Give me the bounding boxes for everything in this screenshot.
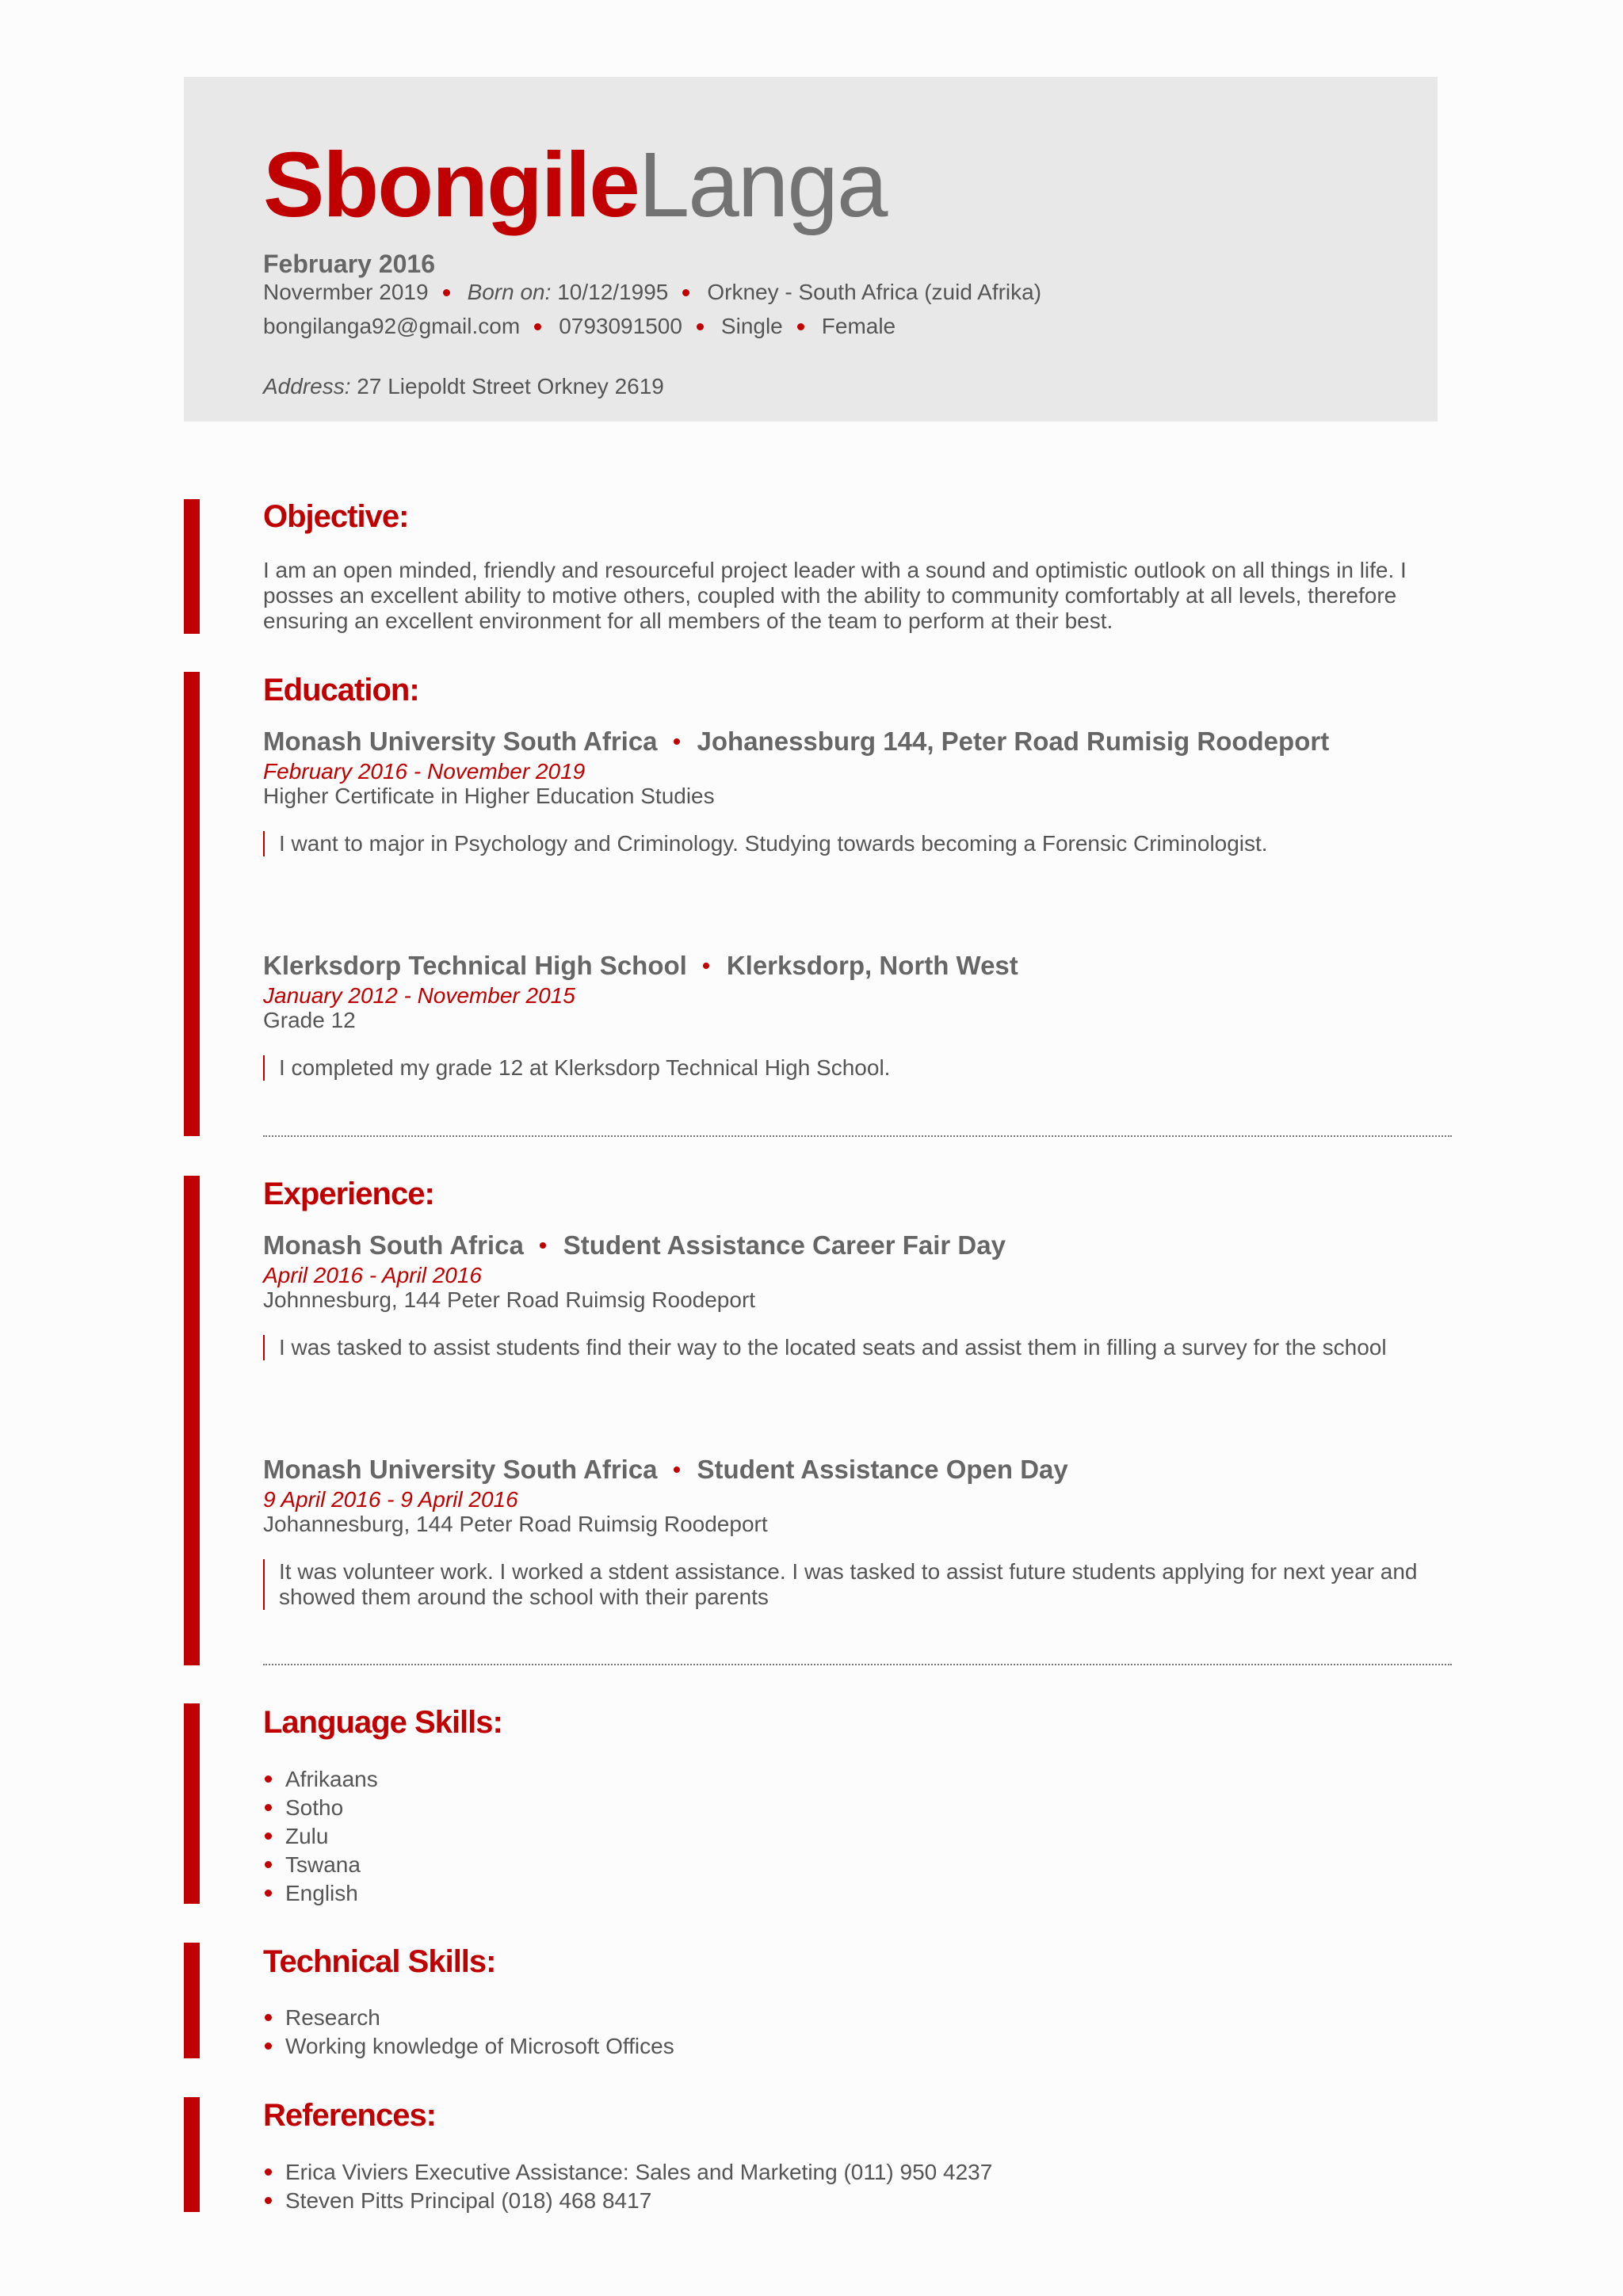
phone: 0793091500: [559, 314, 682, 338]
institution: Monash University South Africa: [263, 727, 658, 756]
bullet-dot: [540, 1242, 546, 1249]
marital-status: Single: [720, 314, 783, 338]
section-bar-technical: [184, 1943, 200, 2058]
reference-item: Erica Viviers Executive Assistance: Sales and Marketing (011) 950 4237: [285, 2160, 993, 2184]
section-bar-education: [184, 672, 200, 1136]
email[interactable]: bongilanga92@gmail.com: [263, 314, 521, 338]
bullet-dot: [265, 2014, 272, 2021]
experience-location: Johnnesburg, 144 Peter Road Ruimsig Roodeport: [263, 1287, 756, 1312]
language-item: Zulu: [285, 1824, 329, 1848]
list-item: [263, 1822, 378, 1851]
section-title-education: Education:: [263, 673, 419, 707]
bullet-dot: [265, 1775, 272, 1783]
language-list: [263, 1765, 378, 1908]
bullet-dot: [265, 1890, 272, 1897]
education-note: I completed my grade 12 at Klerksdorp Technical High School.: [263, 1055, 1428, 1081]
institution-location: Johanessburg 144, Peter Road Rumisig Roodeport: [697, 727, 1330, 756]
language-item: Afrikaans: [285, 1767, 378, 1791]
experience-note: I was tasked to assist students find their way to the located seats and assist them in filling a survey for the school: [263, 1335, 1428, 1360]
language-item: English: [285, 1881, 358, 1905]
list-item: [263, 2158, 992, 2187]
address-value: 27 Liepoldt Street Orkney 2619: [357, 374, 664, 399]
language-item: Tswana: [285, 1852, 361, 1877]
bullet-dot: [797, 323, 804, 330]
skill-item: Working knowledge of Microsoft Offices: [285, 2034, 674, 2058]
section-title-objective: Objective:: [263, 499, 409, 534]
last-name: Langa: [638, 133, 887, 236]
experience-entry-heading: [263, 1230, 1006, 1261]
list-item: [263, 1851, 378, 1879]
experience-entry-heading: [263, 1455, 1068, 1485]
section-bar-objective: [184, 499, 200, 634]
institution: Klerksdorp Technical High School: [263, 951, 687, 980]
first-name: Sbongile: [263, 133, 639, 236]
language-item: Sotho: [285, 1795, 344, 1820]
objective-text: I am an open minded, friendly and resourceful project leader with a sound and optimistic outlook on all things in life. I posses an excellent ability to motive others, coupled with the ability to community comfortably at all levels, therefore ensuring an excellent environment for all members of the team to perform at their best.: [263, 558, 1407, 633]
references-list: [263, 2158, 992, 2215]
bullet-dot: [682, 289, 689, 296]
education-dates: January 2012 - November 2015: [263, 983, 575, 1008]
bullet-dot: [534, 323, 541, 330]
born-label: Born on:: [467, 280, 552, 304]
address-label: Address:: [263, 374, 351, 399]
header-details-line1: [263, 280, 1041, 305]
list-item: [263, 1765, 378, 1794]
education-entry-heading: [263, 727, 1329, 757]
education-dates: February 2016 - November 2019: [263, 759, 586, 784]
reference-item: Steven Pitts Principal (018) 468 8417: [285, 2188, 652, 2213]
bullet-dot: [265, 2042, 272, 2050]
bullet-dot: [674, 738, 680, 745]
experience-note: It was volunteer work. I worked a stdent assistance. I was tasked to assist future students applying for next year and showed them around the school with their parents: [263, 1559, 1428, 1610]
list-item: [263, 1794, 378, 1822]
experience-location: Johannesburg, 144 Peter Road Ruimsig Roodeport: [263, 1512, 768, 1536]
gender: Female: [821, 314, 896, 338]
list-item: [263, 2004, 674, 2032]
list-item: [263, 1879, 378, 1908]
bullet-dot: [265, 1861, 272, 1868]
education-qualification: Grade 12: [263, 1008, 356, 1032]
section-bar-references: [184, 2097, 200, 2212]
skill-item: Research: [285, 2005, 380, 2030]
experience-dates: April 2016 - April 2016: [263, 1263, 483, 1287]
section-divider: [263, 1135, 1452, 1137]
experience-dates: 9 April 2016 - 9 April 2016: [263, 1487, 518, 1512]
list-item: [263, 2032, 674, 2061]
education-entry-heading: [263, 951, 1018, 981]
born-value: 10/12/1995: [557, 280, 669, 304]
list-item: [263, 2187, 992, 2215]
candidate-name: [263, 133, 886, 236]
bullet-dot: [265, 1804, 272, 1811]
technical-list: [263, 2004, 674, 2061]
bullet-dot: [443, 289, 450, 296]
section-title-languages: Language Skills:: [263, 1705, 502, 1740]
section-title-experience: Experience:: [263, 1177, 434, 1211]
header-date: February 2016: [263, 250, 436, 278]
bullet-dot: [674, 1466, 680, 1473]
section-divider: [263, 1664, 1452, 1665]
bullet-dot: [265, 1833, 272, 1840]
education-qualification: Higher Certificate in Higher Education Studies: [263, 784, 715, 808]
bullet-dot: [265, 2197, 272, 2204]
organisation: Monash South Africa: [263, 1230, 524, 1260]
section-bar-experience: [184, 1176, 200, 1665]
institution-location: Klerksdorp, North West: [726, 951, 1018, 980]
role: Student Assistance Career Fair Day: [563, 1230, 1006, 1260]
education-note: I want to major in Psychology and Criminology. Studying towards becoming a Forensic Criminologist.: [263, 831, 1428, 856]
section-bar-languages: [184, 1703, 200, 1904]
bullet-dot: [703, 963, 709, 969]
header-details-line2: [263, 314, 896, 339]
bullet-dot: [697, 323, 704, 330]
section-title-references: References:: [263, 2098, 437, 2133]
role: Student Assistance Open Day: [697, 1455, 1068, 1484]
organisation: Monash University South Africa: [263, 1455, 658, 1484]
location: Orkney - South Africa (zuid Afrika): [707, 280, 1042, 304]
bullet-dot: [265, 2168, 272, 2176]
section-title-technical: Technical Skills:: [263, 1944, 496, 1979]
address-line: [263, 374, 664, 399]
header-date2: Novermber 2019: [263, 280, 429, 304]
